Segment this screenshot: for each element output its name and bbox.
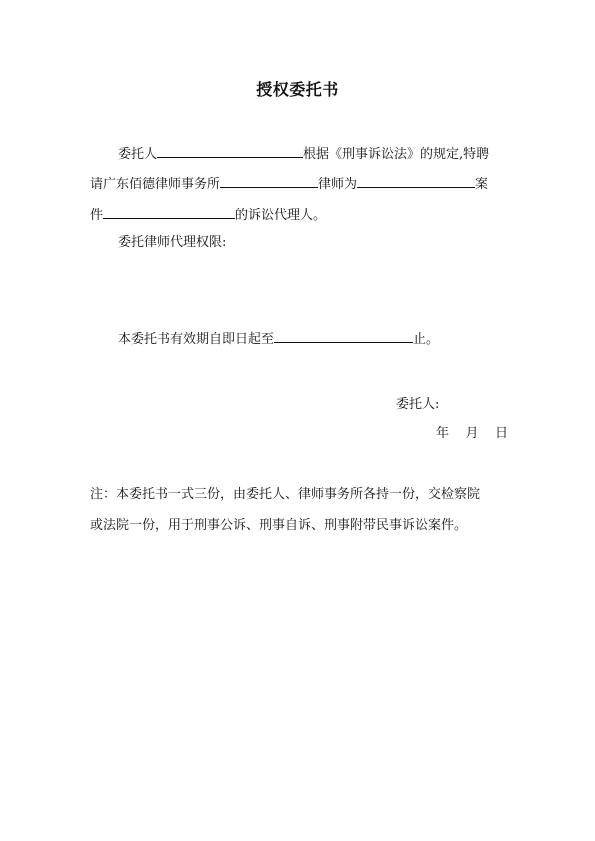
validity-end-text: 止。 [413,332,440,347]
authority-scope-label: 委托律师代理权限: [118,235,227,250]
case-text: 案 [475,177,489,192]
principal-name-blank[interactable] [157,144,303,158]
lawyer-as-text: 律师为 [318,177,358,192]
law-reference-text: 根据《刑事诉讼法》的规定,特聘 [303,147,490,162]
paragraph-line-1 [118,144,489,163]
note-line-2: 或法院一份，用于刑事公诉、刑事自诉、刑事附带民事诉讼案件。 [90,518,468,533]
case-suffix-text: 件 [90,208,104,223]
agent-text: 的诉讼代理人。 [235,208,327,223]
validity-line [118,329,439,348]
lawyer-name-blank[interactable] [220,174,318,188]
paragraph-line-2 [90,174,488,193]
case-type-blank[interactable] [103,205,235,219]
note-line-1: 注：本委托书一式三份，由委托人、律师事务所各持一份，交检察院 [90,487,481,502]
law-firm-text: 请广东佰德律师事务所 [90,177,221,192]
validity-date-blank[interactable] [274,329,413,343]
case-name-blank[interactable] [357,174,475,188]
document-title: 授权委托书 [256,80,339,99]
principal-signature-label: 委托人: [396,397,440,412]
signature-date: 年 月 日 [436,426,509,441]
paragraph-line-3 [90,205,326,224]
validity-text: 本委托书有效期自即日起至 [118,332,275,347]
principal-label: 委托人 [118,147,158,162]
